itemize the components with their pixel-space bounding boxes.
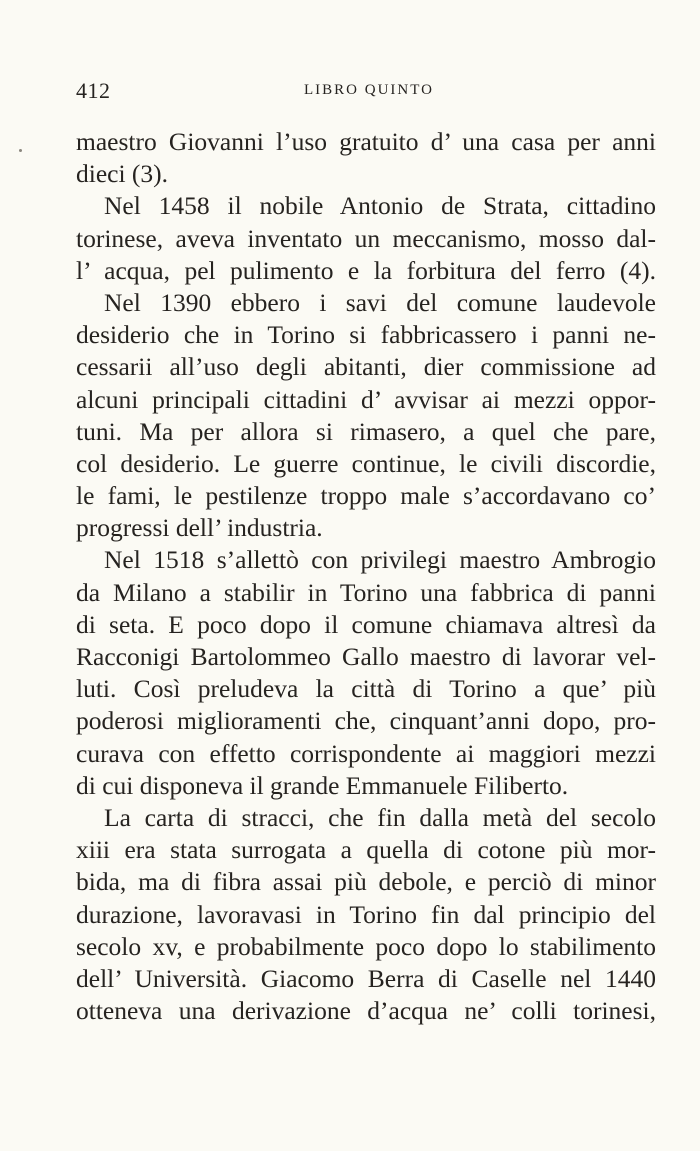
text-line: Nel 1458 il nobile Antonio de Strata, cittadino <box>104 191 656 221</box>
page-header <box>76 78 628 108</box>
text-line: poderosi miglioramenti che, cinquant’anni dopo, pro- <box>76 706 656 736</box>
text-line: l’ acqua, pel pulimento e la forbitura del ferro (4). <box>76 255 656 285</box>
text-line: cessarii all’uso degli abitanti, dier commissione ad <box>76 352 656 382</box>
text-line: Racconigi Bartolommeo Gallo maestro di lavorar vel- <box>76 642 656 671</box>
text-line: bida, ma di fibra assai più debole, e perciò di minor <box>76 867 656 897</box>
text-line: secolo xv, e probabilmente poco dopo lo stabilimento <box>76 931 656 961</box>
paper-speck <box>19 149 22 152</box>
page-number: 412 <box>76 78 111 103</box>
text-line: Nel 1518 s’allettò con privilegi maestro Ambrogio <box>104 545 656 575</box>
text-line: xiii era stata surrogata a quella di cotone più mor- <box>76 835 656 865</box>
text-line: otteneva una derivazione d’acqua ne’ colli torinesi, <box>76 996 656 1026</box>
text-line: tuni. Ma per allora si rimasero, a quel che pare, <box>76 416 656 446</box>
text-line: durazione, lavoravasi in Torino fin dal principio del <box>76 899 656 929</box>
text-line: desiderio che in Torino si fabbricassero i panni ne- <box>76 320 656 350</box>
text-line: luti. Così preludeva la città di Torino a que’ più <box>76 674 656 704</box>
text-line: dieci (3). <box>76 159 169 189</box>
text-line: curava con effetto corrispondente ai maggiori mezzi <box>76 738 656 768</box>
text-line: Nel 1390 ebbero i savi del comune laudevole <box>104 287 656 317</box>
body-text <box>76 126 656 1027</box>
text-line: progressi dell’ industria. <box>76 513 323 543</box>
text-line: maestro Giovanni l’uso gratuito d’ una casa per anni <box>76 127 656 156</box>
text-line: le fami, le pestilenze troppo male s’accordavano co’ <box>76 481 656 511</box>
running-head: LIBRO QUINTO <box>304 82 434 98</box>
text-line: da Milano a stabilir in Torino una fabbrica di panni <box>76 577 656 607</box>
text-line: dell’ Università. Giacomo Berra di Caselle nel 1440 <box>76 963 656 993</box>
text-line: col desiderio. Le guerre continue, le civili discordie, <box>76 448 656 478</box>
text-line: di cui disponeva il grande Emmanuele Filiberto. <box>76 770 569 800</box>
text-line: torinese, aveva inventato un meccanismo, mosso dal- <box>76 223 656 253</box>
text-line: di seta. E poco dopo il comune chiamava altresì da <box>76 609 656 639</box>
text-line: La carta di stracci, che fin dalla metà del secolo <box>104 802 656 832</box>
text-line: alcuni principali cittadini d’ avvisar ai mezzi oppor- <box>76 384 656 414</box>
